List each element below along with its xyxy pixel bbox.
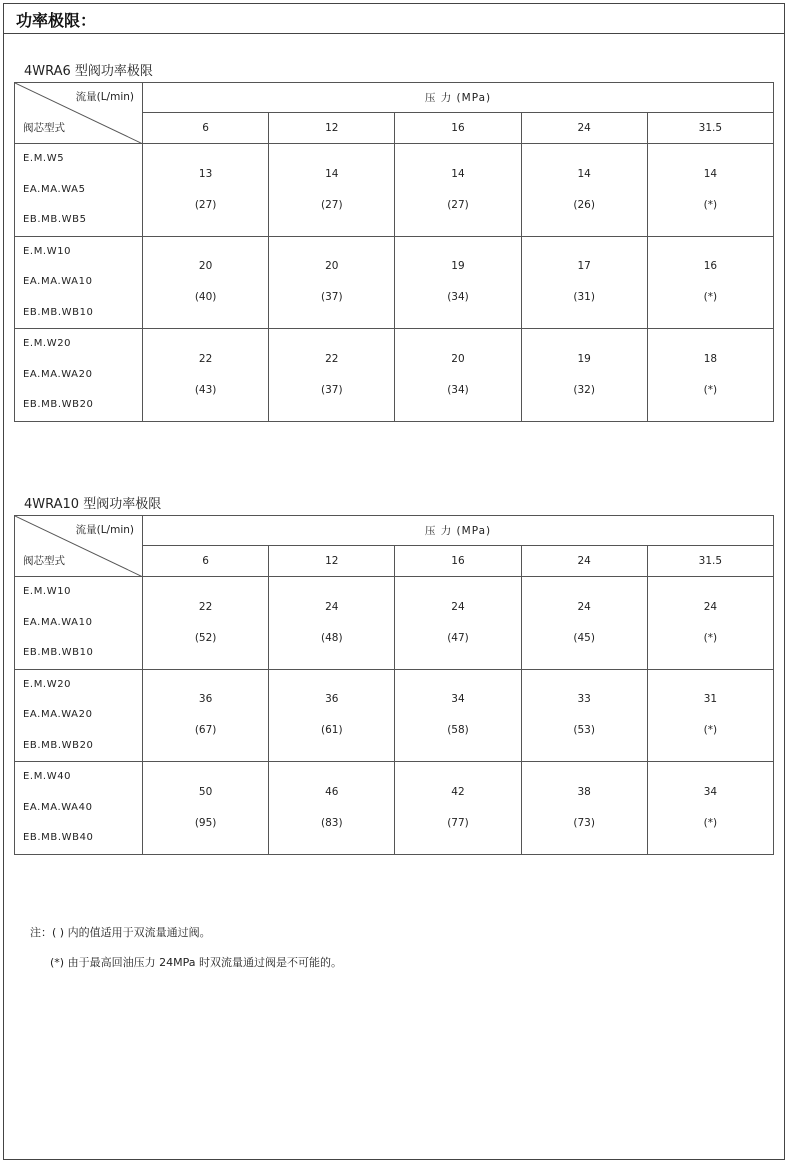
dual-flow-value: (37) bbox=[321, 383, 343, 396]
single-flow-value: 34 bbox=[703, 785, 718, 798]
spool-models bbox=[15, 577, 143, 670]
pressure-header: 压 力 (MPa) bbox=[143, 83, 774, 113]
single-flow-value: 22 bbox=[198, 352, 213, 365]
model-label: EB.MB.WB10 bbox=[23, 306, 94, 318]
pressure-header: 压 力 (MPa) bbox=[143, 516, 774, 546]
value-cell bbox=[521, 577, 647, 670]
table-row bbox=[15, 236, 774, 329]
dual-flow-value: (47) bbox=[447, 631, 469, 644]
single-flow-value: 36 bbox=[325, 693, 339, 706]
single-flow-value: 24 bbox=[577, 600, 591, 613]
corner-header bbox=[15, 83, 143, 144]
table-row bbox=[15, 144, 774, 237]
dual-flow-value: (34) bbox=[447, 383, 469, 396]
dual-flow-value: (52) bbox=[194, 631, 217, 644]
model-label: EA.MA.WA20 bbox=[23, 709, 93, 720]
value-cell bbox=[269, 236, 395, 329]
value-cell bbox=[269, 669, 395, 762]
dual-flow-value: (77) bbox=[447, 816, 469, 829]
single-flow-value: 33 bbox=[577, 693, 591, 706]
spool-type-label: 阀芯型式 bbox=[23, 555, 65, 567]
single-flow-value: 17 bbox=[577, 260, 591, 273]
dual-flow-value: (61) bbox=[321, 724, 343, 737]
dual-flow-value: (53) bbox=[573, 724, 595, 737]
single-flow-value: 42 bbox=[451, 785, 465, 798]
dual-flow-value: (*) bbox=[703, 724, 718, 737]
value-cell bbox=[647, 144, 773, 237]
value-cell bbox=[269, 762, 395, 855]
corner-header bbox=[15, 516, 143, 577]
page-title: 功率极限： bbox=[16, 11, 97, 30]
pressure-col: 16 bbox=[395, 113, 521, 144]
dual-flow-value: (48) bbox=[321, 631, 343, 644]
model-label: EB.MB.WB5 bbox=[23, 214, 87, 225]
dual-flow-value: (27) bbox=[447, 198, 469, 211]
dual-flow-value: (27) bbox=[321, 198, 343, 211]
dual-flow-value: (67) bbox=[194, 724, 217, 737]
model-label: E.M.W20 bbox=[23, 678, 72, 690]
value-cell bbox=[143, 144, 269, 237]
spool-type-label: 阀芯型式 bbox=[23, 122, 65, 134]
single-flow-value: 50 bbox=[198, 785, 213, 798]
single-flow-value: 36 bbox=[198, 693, 213, 706]
single-flow-value: 14 bbox=[451, 167, 465, 180]
spool-models bbox=[15, 144, 143, 237]
value-cell bbox=[269, 577, 395, 670]
single-flow-value: 14 bbox=[577, 167, 591, 180]
model-label: E.M.W10 bbox=[23, 245, 72, 257]
pressure-col: 31.5 bbox=[647, 113, 773, 144]
model-label: EB.MB.WB40 bbox=[23, 832, 94, 843]
table-caption-4wra10: 4WRA10 型阀功率极限 bbox=[24, 497, 162, 512]
value-cell bbox=[395, 669, 521, 762]
model-label: EA.MA.WA10 bbox=[23, 616, 93, 628]
model-label: EA.MA.WA5 bbox=[23, 183, 86, 195]
single-flow-value: 19 bbox=[451, 260, 465, 273]
dual-flow-value: (83) bbox=[321, 816, 343, 829]
value-cell bbox=[647, 762, 773, 855]
note-dual-flow: 注：( ) 内的值适用于双流量通过阀。 bbox=[30, 926, 211, 939]
model-label: E.M.W5 bbox=[23, 153, 65, 164]
pressure-col: 16 bbox=[395, 546, 521, 577]
model-label: EB.MB.WB20 bbox=[23, 739, 94, 751]
single-flow-value: 19 bbox=[577, 352, 591, 365]
dual-flow-value: (40) bbox=[194, 291, 217, 304]
pressure-col: 6 bbox=[143, 113, 269, 144]
dual-flow-value: (*) bbox=[703, 816, 718, 829]
value-cell bbox=[143, 577, 269, 670]
single-flow-value: 16 bbox=[703, 260, 718, 273]
dual-flow-value: (34) bbox=[447, 291, 469, 304]
dual-flow-value: (45) bbox=[573, 631, 595, 644]
single-flow-value: 46 bbox=[325, 785, 339, 798]
single-flow-value: 20 bbox=[325, 260, 339, 273]
dual-flow-value: (26) bbox=[573, 198, 595, 211]
value-cell bbox=[521, 144, 647, 237]
model-label: EA.MA.WA40 bbox=[23, 801, 93, 813]
single-flow-value: 31 bbox=[703, 693, 718, 706]
table-row bbox=[15, 577, 774, 670]
dual-flow-value: (43) bbox=[194, 383, 217, 396]
footnotes bbox=[30, 925, 342, 971]
dual-flow-value: (*) bbox=[703, 291, 718, 304]
value-cell bbox=[143, 329, 269, 422]
value-cell bbox=[395, 329, 521, 422]
table-row bbox=[15, 762, 774, 855]
single-flow-value: 20 bbox=[198, 260, 213, 273]
single-flow-value: 24 bbox=[451, 600, 465, 613]
value-cell bbox=[269, 329, 395, 422]
single-flow-value: 24 bbox=[325, 600, 339, 613]
model-label: E.M.W40 bbox=[23, 771, 72, 782]
value-cell bbox=[395, 577, 521, 670]
table-row bbox=[15, 329, 774, 422]
value-cell bbox=[647, 329, 773, 422]
single-flow-value: 22 bbox=[198, 600, 213, 613]
value-cell bbox=[395, 144, 521, 237]
flow-label: 流量(L/min) bbox=[75, 524, 134, 536]
spool-models bbox=[15, 669, 143, 762]
single-flow-value: 20 bbox=[451, 352, 465, 365]
power-limit-table-4wra10 bbox=[14, 515, 774, 855]
dual-flow-value: (95) bbox=[194, 816, 217, 829]
pressure-col: 12 bbox=[269, 113, 395, 144]
single-flow-value: 38 bbox=[577, 785, 591, 798]
title-bar bbox=[4, 4, 784, 34]
spool-models bbox=[15, 329, 143, 422]
pressure-col: 31.5 bbox=[647, 546, 773, 577]
value-cell bbox=[143, 762, 269, 855]
dual-flow-value: (32) bbox=[573, 383, 595, 396]
value-cell bbox=[521, 329, 647, 422]
value-cell bbox=[647, 669, 773, 762]
table-row bbox=[15, 669, 774, 762]
value-cell bbox=[647, 236, 773, 329]
model-label: EB.MB.WB20 bbox=[23, 399, 94, 410]
pressure-col: 12 bbox=[269, 546, 395, 577]
value-cell bbox=[521, 669, 647, 762]
model-label: E.M.W10 bbox=[23, 586, 72, 597]
single-flow-value: 14 bbox=[325, 167, 339, 180]
power-limit-table-4wra6 bbox=[14, 82, 774, 422]
note-asterisk: (*) 由于最高回油压力 24MPa 时双流量通过阀是不可能的。 bbox=[50, 956, 342, 969]
dual-flow-value: (58) bbox=[447, 724, 469, 737]
model-label: EA.MA.WA10 bbox=[23, 276, 93, 287]
model-label: E.M.W20 bbox=[23, 338, 72, 349]
pressure-col: 6 bbox=[143, 546, 269, 577]
dual-flow-value: (37) bbox=[321, 291, 343, 304]
single-flow-value: 22 bbox=[325, 352, 339, 365]
value-cell bbox=[647, 577, 773, 670]
value-cell bbox=[395, 762, 521, 855]
dual-flow-value: (73) bbox=[573, 816, 595, 829]
dual-flow-value: (27) bbox=[194, 198, 217, 211]
dual-flow-value: (*) bbox=[703, 631, 718, 644]
value-cell bbox=[143, 236, 269, 329]
value-cell bbox=[521, 236, 647, 329]
spool-models bbox=[15, 762, 143, 855]
single-flow-value: 34 bbox=[451, 693, 465, 706]
dual-flow-value: (*) bbox=[703, 198, 718, 211]
single-flow-value: 13 bbox=[198, 167, 213, 180]
value-cell bbox=[269, 144, 395, 237]
flow-label: 流量(L/min) bbox=[75, 91, 134, 103]
table-caption-4wra6: 4WRA6 型阀功率极限 bbox=[24, 64, 153, 79]
model-label: EB.MB.WB10 bbox=[23, 647, 94, 658]
dual-flow-value: (31) bbox=[573, 291, 595, 304]
spool-models bbox=[15, 236, 143, 329]
value-cell bbox=[395, 236, 521, 329]
single-flow-value: 18 bbox=[703, 352, 718, 365]
pressure-col: 24 bbox=[521, 546, 647, 577]
dual-flow-value: (*) bbox=[703, 383, 718, 396]
pressure-col: 24 bbox=[521, 113, 647, 144]
single-flow-value: 24 bbox=[703, 600, 718, 613]
model-label: EA.MA.WA20 bbox=[23, 368, 93, 380]
value-cell bbox=[143, 669, 269, 762]
value-cell bbox=[521, 762, 647, 855]
single-flow-value: 14 bbox=[703, 167, 718, 180]
